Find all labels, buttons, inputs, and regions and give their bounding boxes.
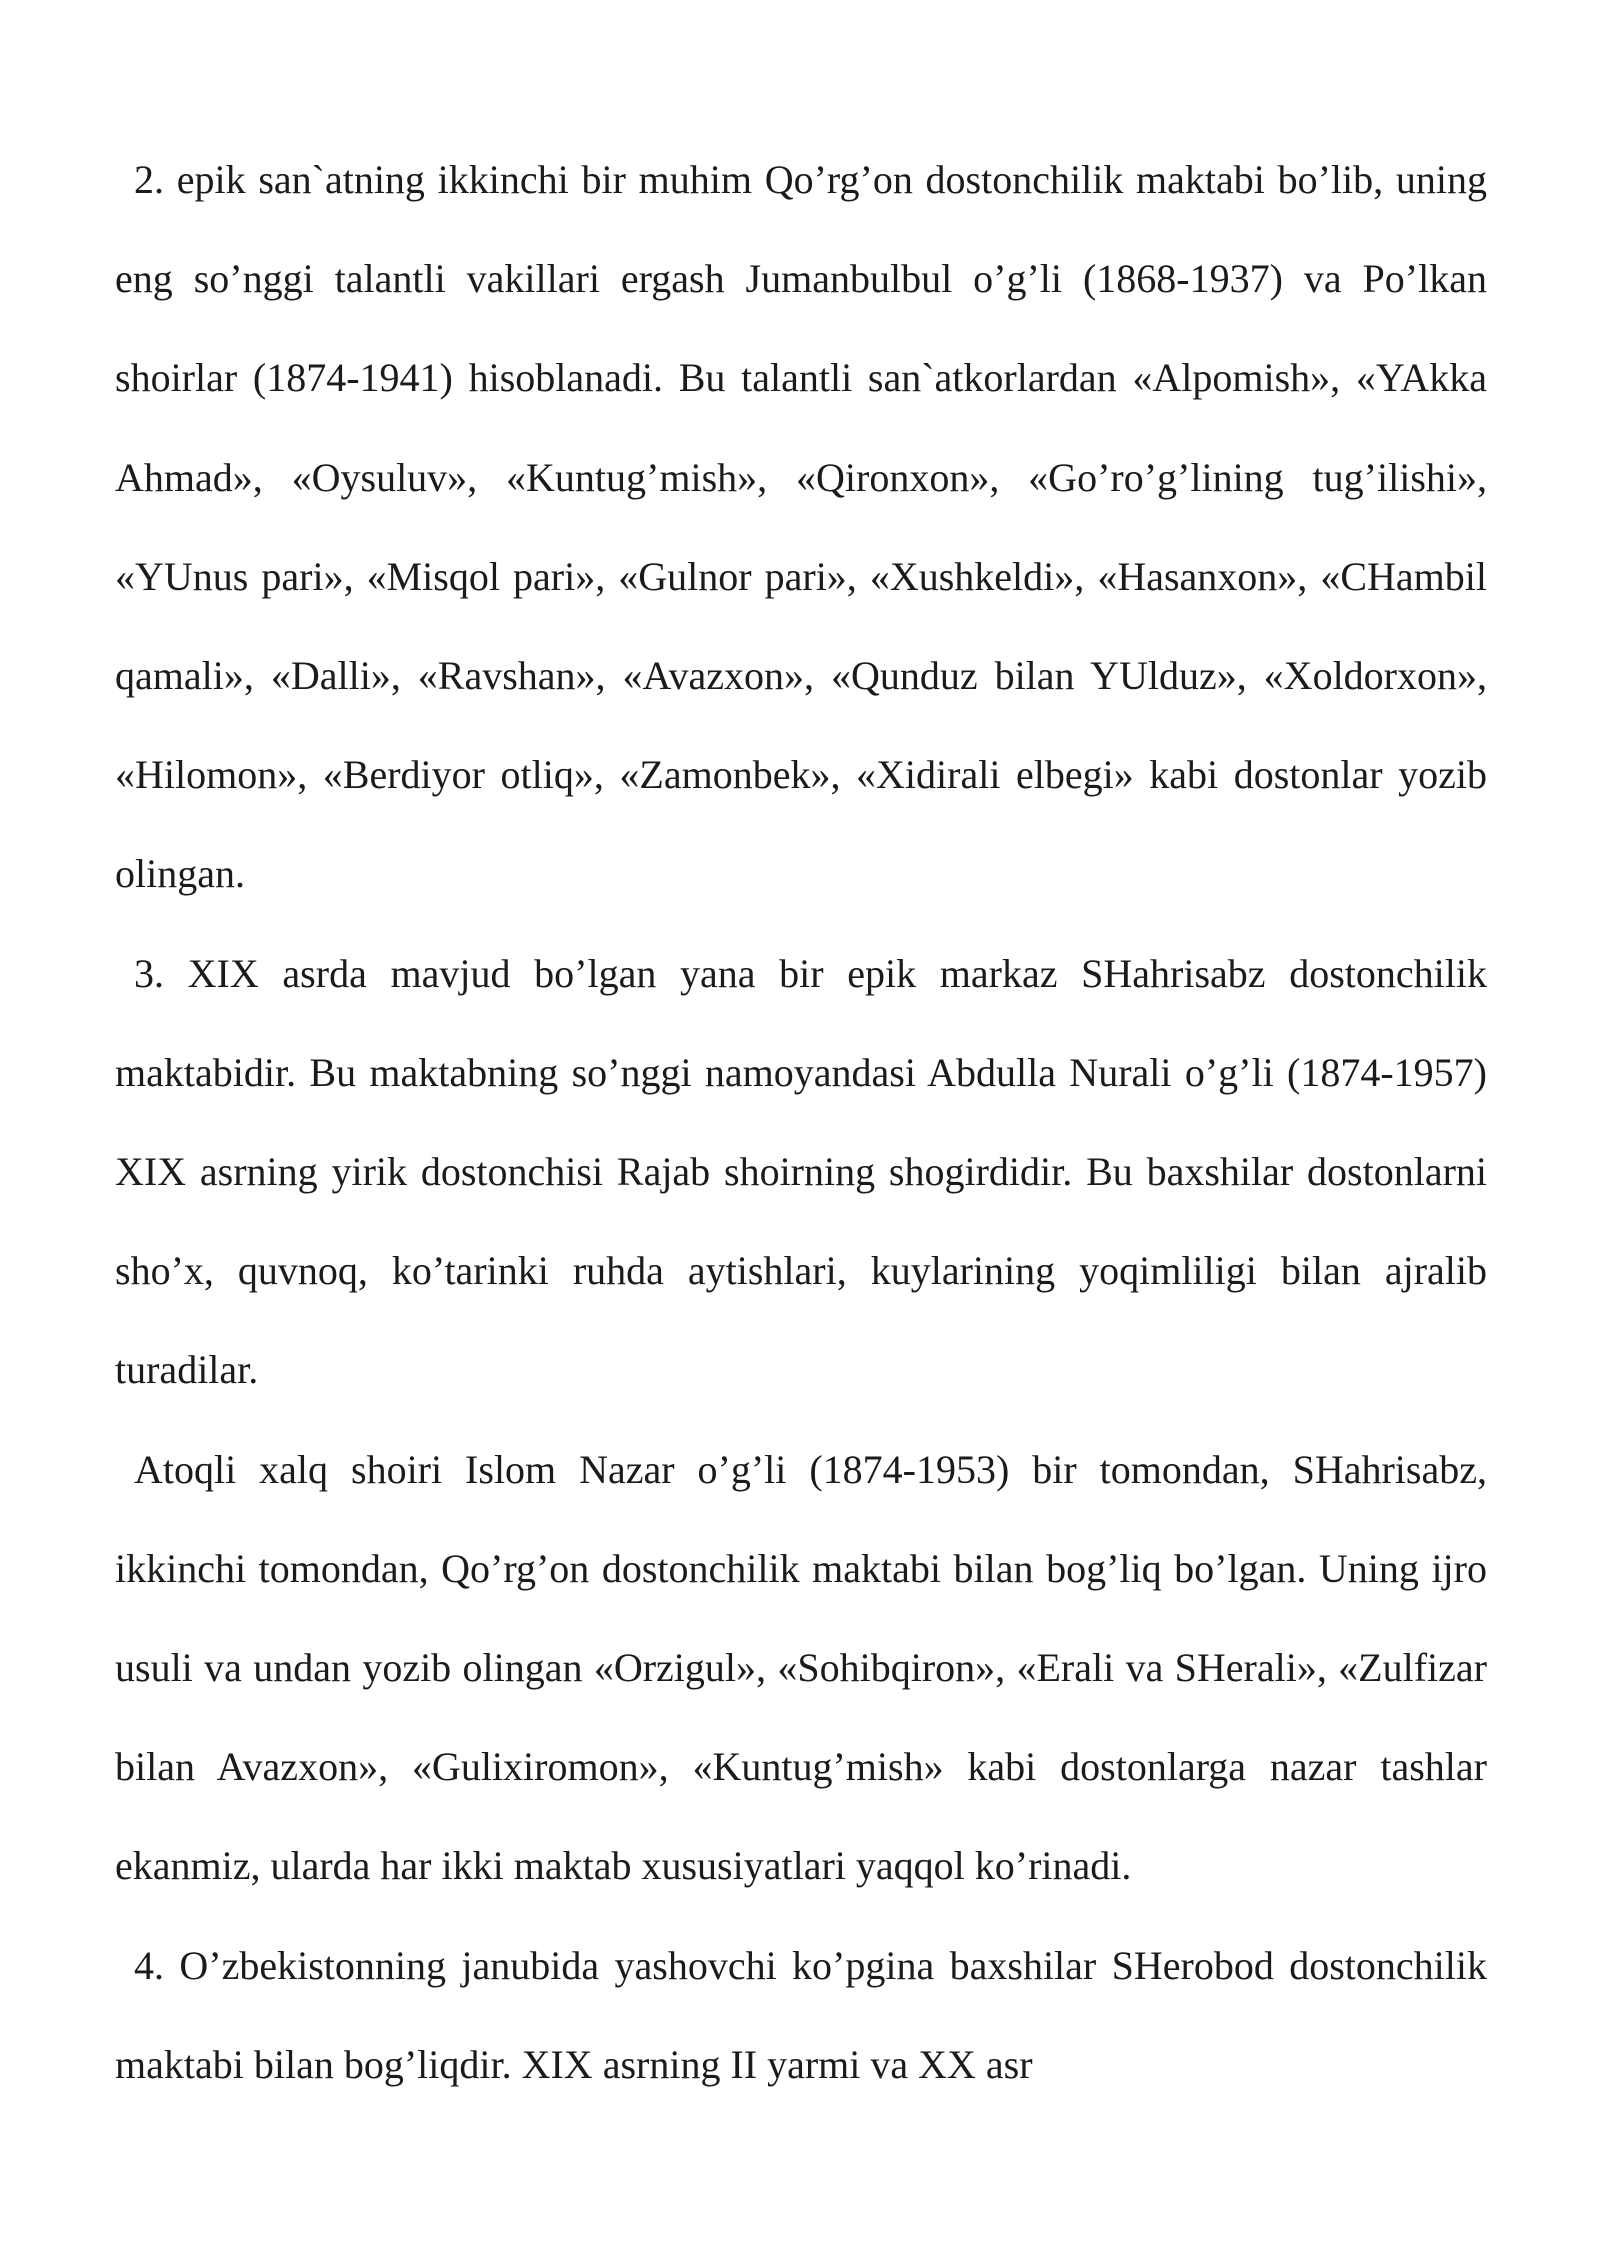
paragraph-islom-nazar: Atoqli xalq shoiri Islom Nazar o’g’li (1874-1953) bir tomondan, SHahrisabz, ikkinchi tomondan, Qo’rg’on dostonchilik maktabi bilan bog’liq bo’lgan. Uning ijro usuli va undan yozib olingan «Orzigul», «Sohibqiron», «Erali va SHerali», «Zulfizar bilan Avazxon», «Gulixiromon», «Kuntug’mish» kabi dostonlarga nazar tashlar ekanmiz, ularda har ikki maktab xususiyatlari yaqqol ko’rinadi. (115, 1446, 1487, 1889)
paragraph-shahrisabz-school: 3. XIX asrda mavjud bo’lgan yana bir epik markaz SHahrisabz dostonchilik maktabidir. Bu maktabning so’nggi namoyandasi Abdulla Nurali o’g’li (1874-1957) XIX asrning yirik dostonchisi Rajab shoirning shogirdidir. Bu baxshilar dostonlarni sho’x, quvnoq, ko’tarinki ruhda aytishlari, kuylarining yoqimliligi bilan ajralib turadilar. (115, 950, 1487, 1393)
paragraph-qorgon-school: 2. epik san`atning ikkinchi bir muhim Qo’rg’on dostonchilik maktabi bo’lib, uning eng so’nggi talantli vakillari ergash Jumanbulbul o’g’li (1868-1937) va Po’lkan shoirlar (1874-1941) hisoblanadi. Bu talantli san`atkorlardan «Alpomish», «YAkka Ahmad», «Oysuluv», «Kuntug’mish», «Qironxon», «Go’ro’g’lining tug’ilishi», «YUnus pari», «Misqol pari», «Gulnor pari», «Xushkeldi», «Hasanxon», «CHambil qamali», «Dalli», «Ravshan», «Avazxon», «Qunduz bilan YUlduz», «Xoldorxon», «Hilomon», «Berdiyor otliq», «Zamonbek», «Xidirali elbegi» kabi dostonlar yozib olingan. (115, 157, 1487, 897)
paragraph-sherobod-school: 4. O’zbekistonning janubida yashovchi ko’pgina baxshilar SHerobod dostonchilik maktabi bilan bog’liqdir. XIX asrning II yarmi va XX asr (115, 1942, 1487, 2087)
document-body (115, 130, 1487, 2114)
